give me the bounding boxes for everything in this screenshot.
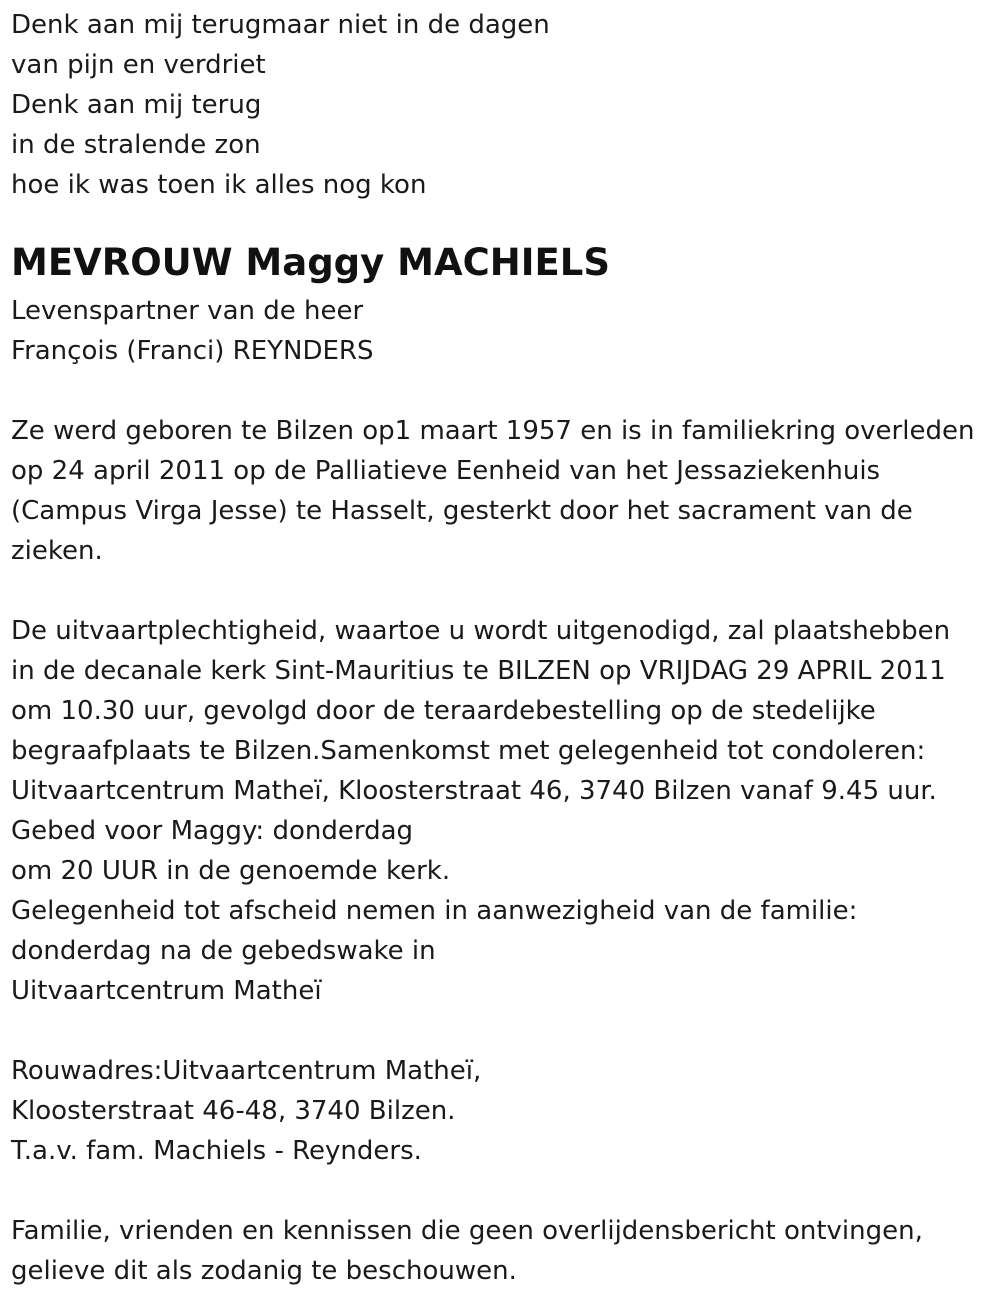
poem-line: van pijn en verdriet — [11, 50, 266, 80]
funeral-line: donderdag na de gebedswake in — [11, 936, 436, 966]
poem-line: in de stralende zon — [11, 130, 261, 160]
obituary-document — [11, 5, 996, 1291]
address-line: Rouwadres:Uitvaartcentrum Matheï, — [11, 1056, 482, 1086]
paragraph-gap — [11, 1011, 996, 1051]
funeral-line: in de decanale kerk Sint-Mauritius te BILZEN op VRIJDAG 29 APRIL 2011 — [11, 656, 946, 686]
poem-section — [11, 5, 996, 205]
funeral-line: om 10.30 uur, gevolgd door de teraardebestelling op de stedelijke — [11, 696, 876, 726]
funeral-line: Gebed voor Maggy: donderdag — [11, 816, 414, 846]
partner-line: Levenspartner van de heer — [11, 296, 364, 326]
paragraph-gap — [11, 1171, 996, 1211]
mourning-address-paragraph — [11, 1051, 996, 1171]
funeral-line: De uitvaartplechtigheid, waartoe u wordt uitgenodigd, zal plaatshebben — [11, 616, 951, 646]
birth-death-line: op 24 april 2011 op de Palliatieve Eenheid van het Jessaziekenhuis — [11, 456, 881, 486]
funeral-line: Gelegenheid tot afscheid nemen in aanwezigheid van de familie: — [11, 896, 858, 926]
closing-paragraph — [11, 1211, 996, 1291]
birth-death-paragraph — [11, 411, 996, 571]
funeral-line: Uitvaartcentrum Matheï, Kloosterstraat 46, 3740 Bilzen vanaf 9.45 uur. — [11, 776, 937, 806]
partner-section — [11, 291, 996, 371]
poem-line: Denk aan mij terugmaar niet in de dagen — [11, 10, 550, 40]
paragraph-gap — [11, 371, 996, 411]
funeral-line: begraafplaats te Bilzen.Samenkomst met gelegenheid tot condoleren: — [11, 736, 926, 766]
paragraph-gap — [11, 571, 996, 611]
closing-line: gelieve dit als zodanig te beschouwen. — [11, 1256, 517, 1286]
address-line: Kloosterstraat 46-48, 3740 Bilzen. — [11, 1096, 456, 1126]
funeral-paragraph — [11, 611, 996, 1011]
deceased-name-title: MEVROUW Maggy MACHIELS — [11, 241, 611, 284]
address-line: T.a.v. fam. Machiels - Reynders. — [11, 1136, 422, 1166]
birth-death-line: Ze werd geboren te Bilzen op1 maart 1957 en is in familiekring overleden — [11, 416, 975, 446]
poem-line: hoe ik was toen ik alles nog kon — [11, 170, 427, 200]
birth-death-line: zieken. — [11, 536, 103, 566]
funeral-line: om 20 UUR in de genoemde kerk. — [11, 856, 451, 886]
poem-line: Denk aan mij terug — [11, 90, 262, 120]
closing-line: Familie, vrienden en kennissen die geen overlijdensbericht ontvingen, — [11, 1216, 923, 1246]
birth-death-line: (Campus Virga Jesse) te Hasselt, gesterkt door het sacrament van de — [11, 496, 913, 526]
partner-line: François (Franci) REYNDERS — [11, 336, 374, 366]
funeral-line: Uitvaartcentrum Matheï — [11, 976, 322, 1006]
